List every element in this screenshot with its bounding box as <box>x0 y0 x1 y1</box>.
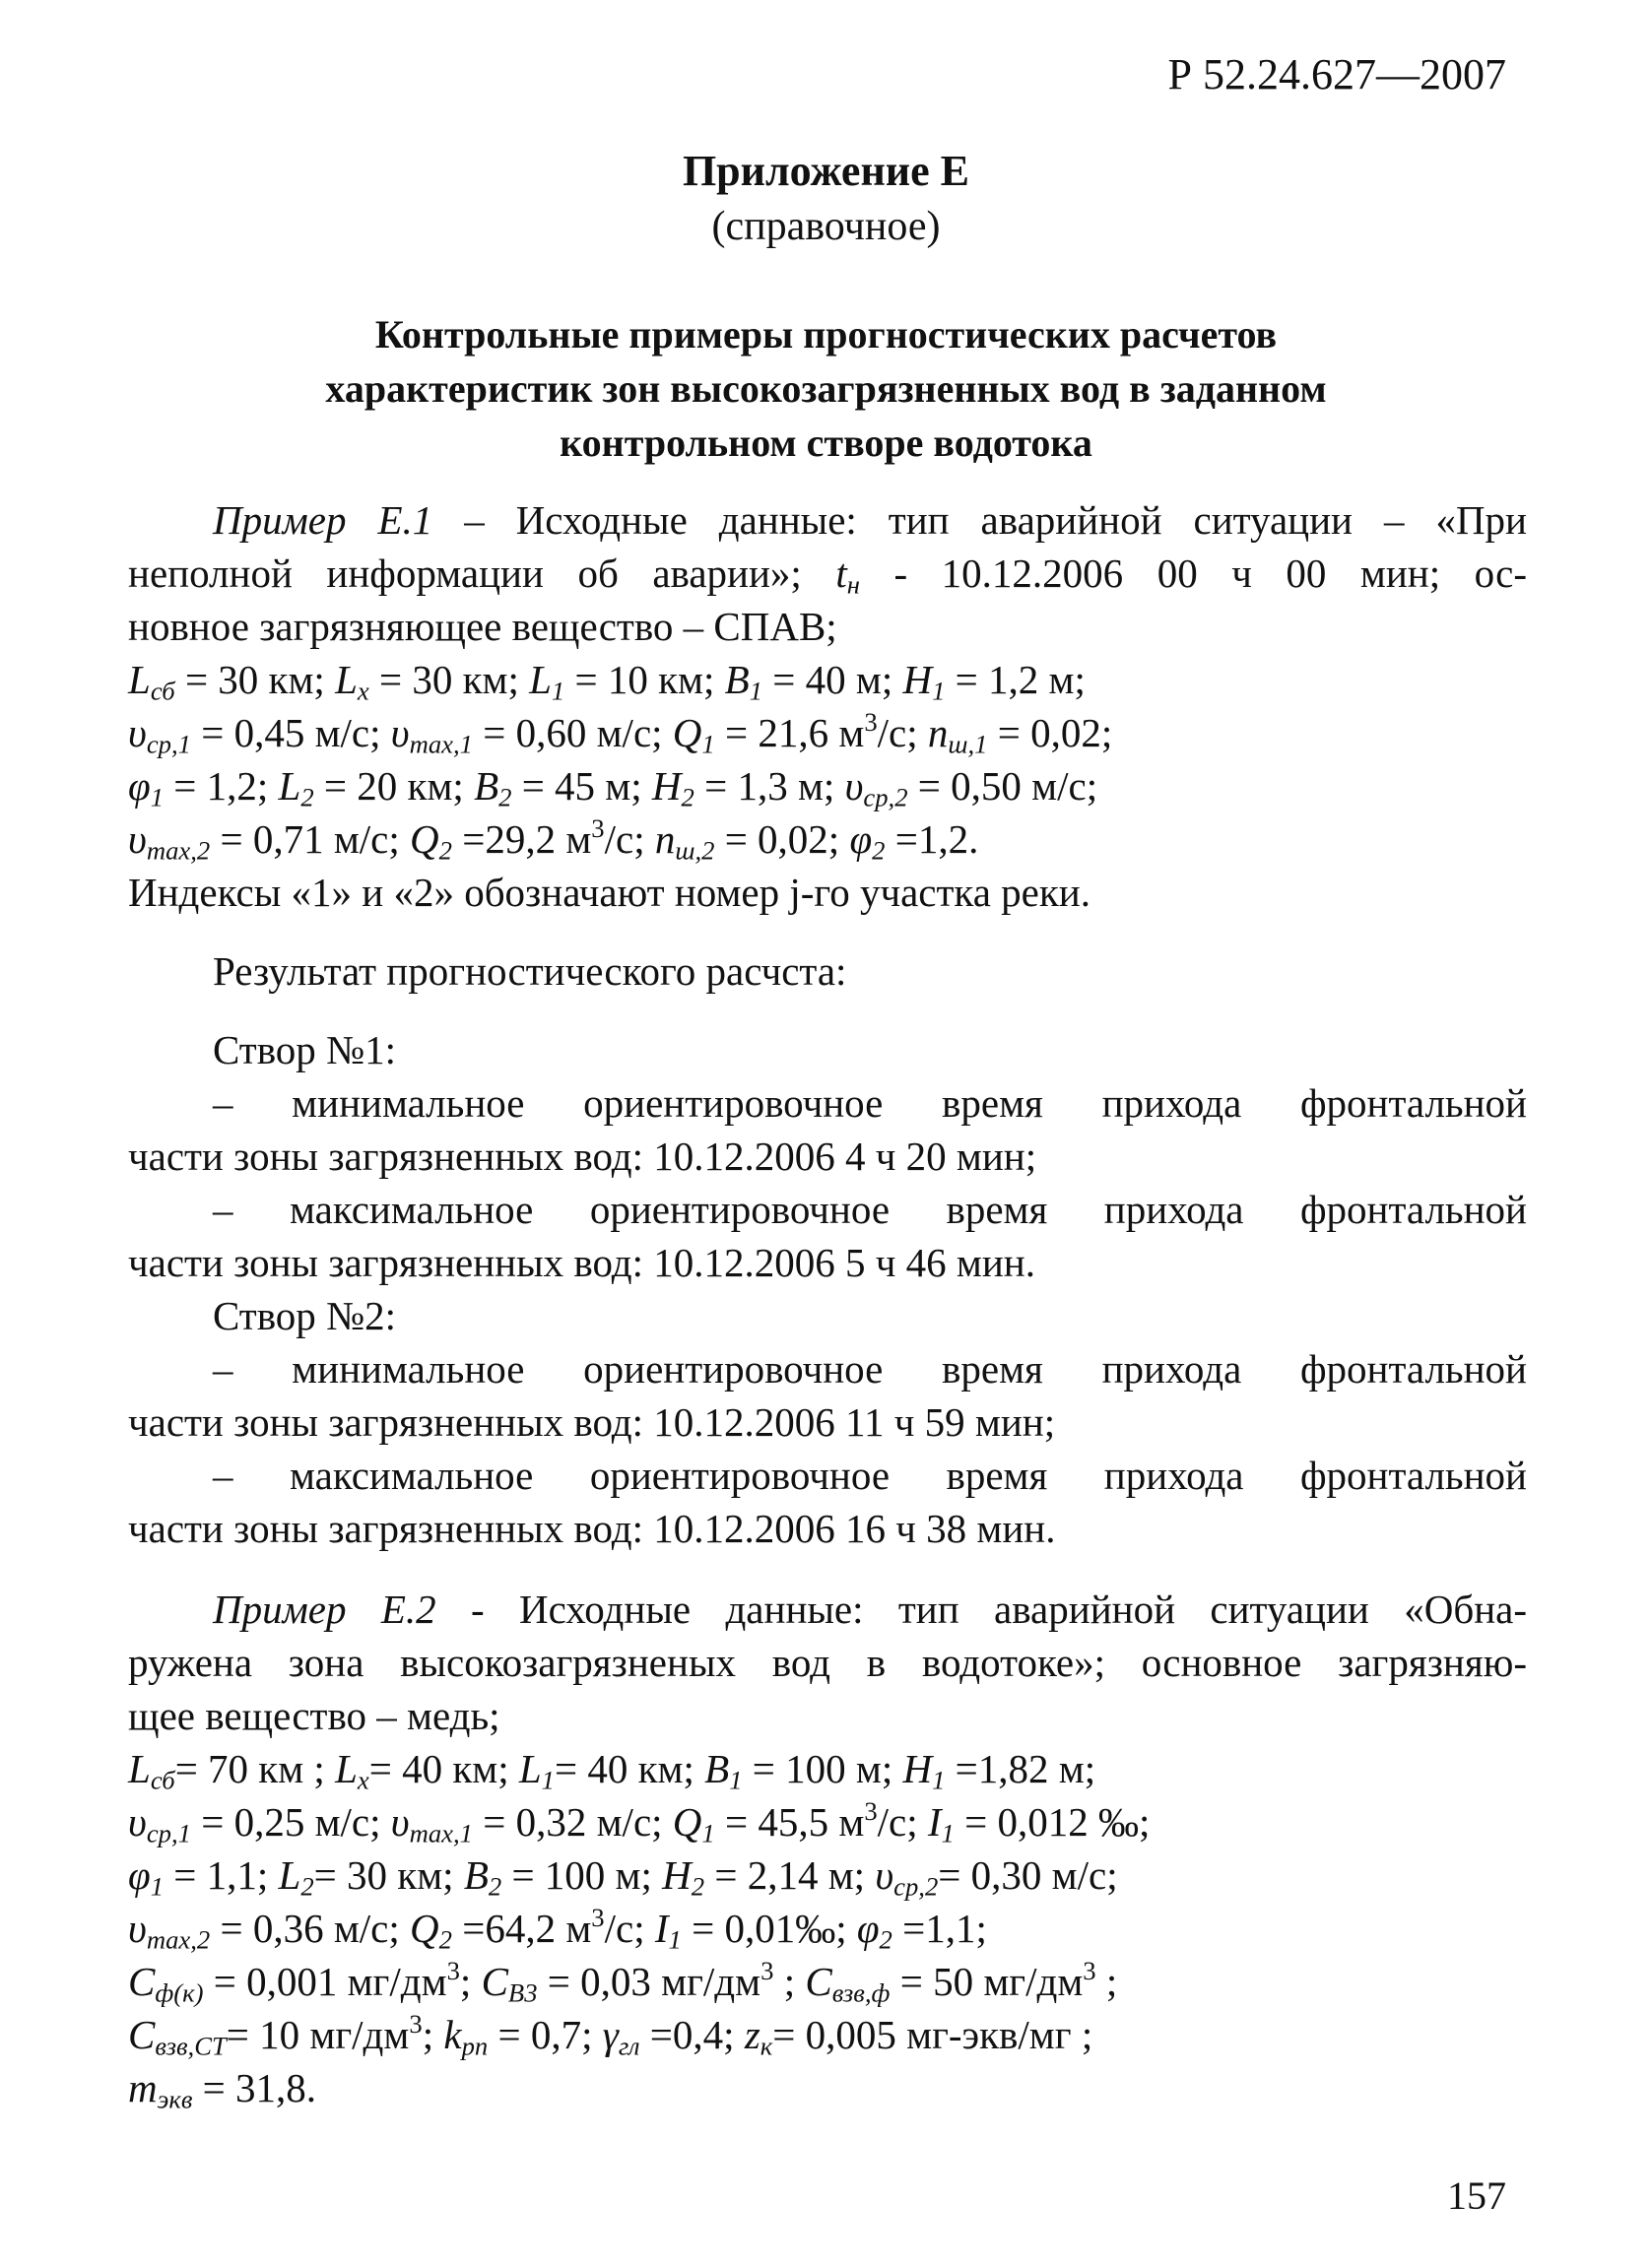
heading-line: характеристик зон высокозагрязненных вод в заданном <box>325 366 1327 411</box>
page-number: 157 <box>1447 2173 1506 2218</box>
example1-label: Пример Е.1 <box>213 497 433 543</box>
document-code: Р 52.24.627—2007 <box>1167 50 1506 98</box>
section-1-title: Створ №1: <box>213 1027 397 1072</box>
example2-params-line-7: $m_{экв} = 31,8$. <box>128 2065 317 2114</box>
example2-label: Пример Е.2 <box>213 1587 436 1632</box>
example2-params-line-5: $C_{ф(к)} = 0,001$ $мг/дм^3$; $C_{В3} = 0,03$ $мг/дм^3$ ; $C_{взв,ф} = 50$ $мг/дм^3$ ; <box>128 1956 1118 2008</box>
example2-params-line-4: $\upsilon_{max,2} = 0,36$ м/с; $Q_2 =64,2$ $м^3/с$; $I_1$ = 0,01‰; $\varphi_2 =1,1$; <box>128 1903 987 1955</box>
example2-params-line-1: $L_{сб}= 70$ км ; $L_x= 40$ км; $L_1= 40$ км; $B_1 = 100$ м; $H_1 =1,82$ м; <box>128 1746 1096 1795</box>
section-1-min-line: части зоны загрязненных вод: 10.12.2006 4 ч 20 мин; <box>128 1134 1037 1179</box>
example2-intro-line: щее вещество – медь; <box>128 1693 500 1738</box>
example1-params-line-1: $L_{сб} = 30$ км; $L_x = 30$ км; $L_1 = 10$ км; $B_1 = 40$ м; $H_1 = 1,2$ м; <box>128 657 1086 706</box>
section-2-max-line: части зоны загрязненных вод: 10.12.2006 16 ч 38 мин. <box>128 1506 1056 1551</box>
section-1-max-line: – максимальное ориентировочное время прихода фронтальной <box>213 1187 1527 1232</box>
indices-note: Индексы «1» и «2» обозначают номер j-го участка реки. <box>128 870 1090 915</box>
appendix-heading <box>0 307 1652 470</box>
example2-intro-line: Пример Е.2 - Исходные данные: тип аварийной ситуации «Обна- <box>213 1587 1527 1632</box>
heading-line: контрольном створе водотока <box>560 421 1092 465</box>
section-2-title: Створ №2: <box>213 1293 397 1338</box>
example1-params-line-3: $\varphi_1 = 1,2$; $L_2 = 20$ км; $B_2 = 45$ м; $H_2 = 1,3$ м; $\upsilon_{ср,2} = 0,50$ м/с; <box>128 763 1098 812</box>
result-title: Результат прогностического расчста: <box>213 948 847 994</box>
example1-intro-line: Пример Е.1 – Исходные данные: тип аварийной ситуации – «При <box>213 497 1527 543</box>
example2-params-line-3: $\varphi_1 = 1,1$; $L_2= 30$ км; $B_2 = 100$ м; $H_2 = 2,14$ м; $\upsilon_{ср,2}= 0,30$ м/с; <box>128 1852 1118 1902</box>
section-2-min-line: части зоны загрязненных вод: 10.12.2006 11 ч 59 мин; <box>128 1399 1056 1445</box>
section-1-min-line: – минимальное ориентировочное время прихода фронтальной <box>213 1080 1527 1126</box>
section-2-min-line: – минимальное ориентировочное время прихода фронтальной <box>213 1346 1527 1392</box>
example1-params-line-4: $\upsilon_{max,2} = 0,71$ м/с; $Q_2 =29,2$ $м^3/с$; $n_{ш,2} = 0,02$; $\varphi_2 =1,2$. <box>128 813 979 866</box>
heading-line: Контрольные примеры прогностических расчетов <box>374 312 1278 356</box>
example1-intro-line: новное загрязняющее вещество – СПАВ; <box>128 604 837 649</box>
example1-params-line-2: $\upsilon_{ср,1} = 0,45$ м/с; $\upsilon_{max,1} = 0,60$ м/с; $Q_1 = 21,6$ $м^3/с$; $n_{ш,1} = 0,02$; <box>128 707 1113 759</box>
section-1-max-line: части зоны загрязненных вод: 10.12.2006 5 ч 46 мин. <box>128 1240 1035 1285</box>
example2-intro-line: ружена зона высокозагрязненых вод в водотоке»; основное загрязняю- <box>128 1640 1527 1685</box>
section-2-max-line: – максимальное ориентировочное время прихода фронтальной <box>213 1453 1527 1498</box>
appendix-title: Приложение Е <box>682 147 970 195</box>
example2-params-line-2: $\upsilon_{ср,1} = 0,25$ м/с; $\upsilon_{max,1} = 0,32$ м/с; $Q_1 = 45,5$ $м^3/с$; $I_1 = 0,012$ ‰; <box>128 1796 1151 1848</box>
example2-params-line-6: $C_{взв,СТ}= 10$ $мг/дм^3$; $k_{рп} = 0,7$; $\gamma_{гл} =0,4$; $z_к= 0,005$ мг-экв/мг ; <box>128 2009 1093 2061</box>
appendix-subtitle: (справочное) <box>711 204 941 249</box>
example1-intro-line: неполной информации об аварии»; $t_н - 10.12.2006$ 00 ч 00 мин; ос- <box>128 551 1527 600</box>
